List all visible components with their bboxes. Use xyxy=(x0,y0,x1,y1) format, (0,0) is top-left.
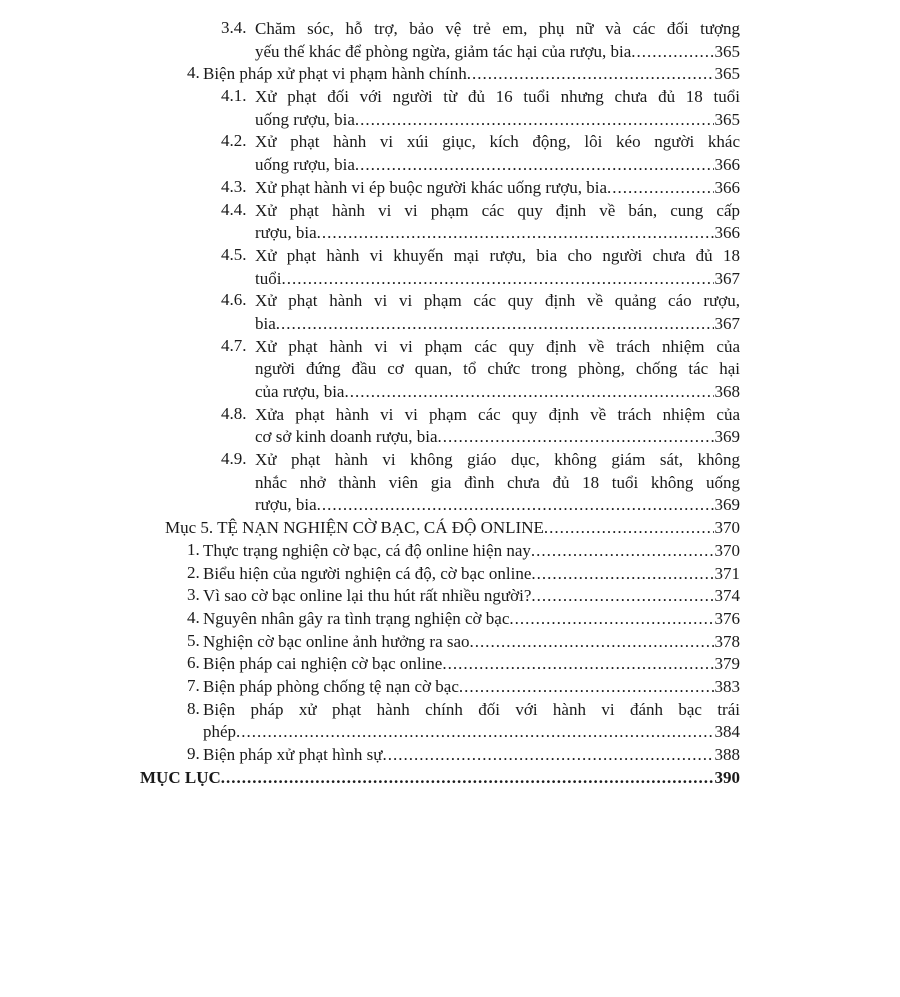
toc-entry xyxy=(221,403,740,449)
toc-page-number: 367 xyxy=(714,313,740,333)
toc-entry xyxy=(187,63,740,86)
toc-entry-text: Xửa phạt hành vi vi phạm các quy định về trách nhiệm của xyxy=(255,404,740,424)
toc-page-number: 367 xyxy=(714,268,740,288)
dot-leader xyxy=(221,767,714,790)
toc-page-number: 383 xyxy=(714,676,740,696)
dot-leader xyxy=(544,517,714,540)
dot-leader xyxy=(355,109,714,132)
toc-entry-text: uống rượu, bia xyxy=(255,155,355,175)
toc-page-number: 366 xyxy=(714,223,740,243)
toc-entry xyxy=(221,176,740,200)
toc-entry-line xyxy=(255,426,740,449)
toc-entry-text: Xử phạt hành vi khuyến mại rượu, bia cho người chưa đủ 18 xyxy=(255,245,740,265)
toc-entry-text: Xử phạt đối với người từ đủ 16 tuổi nhưng chưa đủ 18 tuổi xyxy=(255,87,740,107)
toc-page-number: 390 xyxy=(714,767,740,787)
toc-entry-text: Vì sao cờ bạc online lại thu hút rất nhiều người? xyxy=(203,586,532,606)
toc-entry-text: Biện pháp cai nghiện cờ bạc online xyxy=(203,654,443,674)
table-of-contents xyxy=(0,18,900,789)
toc-entry-text: Mục 5. TỆ NẠN NGHIỆN CỜ BẠC, CÁ ĐỘ ONLINE xyxy=(165,518,544,538)
toc-entry-number: 4. xyxy=(187,607,200,627)
toc-entry-text: Xử phạt hành vi vi phạm các quy định về quảng cáo rượu, xyxy=(255,291,740,311)
toc-entry xyxy=(187,562,740,586)
toc-entry xyxy=(221,18,740,63)
toc-entry xyxy=(187,607,740,631)
toc-entry-line xyxy=(255,154,740,177)
toc-entry-text: Biện pháp xử phạt vi phạm hành chính xyxy=(203,64,467,84)
toc-page-number: 365 xyxy=(714,64,740,84)
toc-entry-line xyxy=(203,585,740,608)
toc-entry-line xyxy=(255,313,740,336)
toc-page-number: 366 xyxy=(714,177,740,197)
toc-entry xyxy=(221,449,740,517)
toc-entry-text: bia xyxy=(255,313,276,333)
toc-entry xyxy=(140,767,740,790)
toc-entry-text: uống rượu, bia xyxy=(255,109,355,129)
toc-entry-number: 4.9. xyxy=(221,449,247,469)
toc-entry-line xyxy=(255,449,740,472)
toc-entry-number: 3. xyxy=(187,585,200,605)
dot-leader xyxy=(276,313,714,336)
toc-page-number: 374 xyxy=(714,586,740,606)
toc-entry-line xyxy=(255,290,740,313)
toc-entry-number: 9. xyxy=(187,744,200,763)
toc-entry xyxy=(221,131,740,176)
dot-leader xyxy=(607,177,713,200)
dot-leader xyxy=(470,631,714,654)
toc-entry-line xyxy=(255,109,740,132)
dot-leader xyxy=(442,653,713,676)
dot-leader xyxy=(236,721,713,744)
toc-entry-number: 5. xyxy=(187,630,200,650)
toc-page-number: 370 xyxy=(714,518,740,538)
toc-entry-line xyxy=(203,63,740,86)
dot-leader xyxy=(531,585,713,608)
dot-leader xyxy=(467,63,714,86)
toc-page-number: 376 xyxy=(714,608,740,628)
toc-entry-line xyxy=(203,631,740,654)
toc-entry xyxy=(187,675,740,699)
toc-entry-line xyxy=(203,540,740,563)
toc-entry-line xyxy=(203,563,740,586)
toc-entry xyxy=(221,244,740,290)
toc-entry-text: Biểu hiện của người nghiện cá độ, cờ bạc online xyxy=(203,563,532,583)
toc-page-number: 365 xyxy=(714,109,740,129)
toc-entry-text: Biện pháp xử phạt hình sự xyxy=(203,745,383,764)
toc-entry xyxy=(221,86,740,131)
toc-entry-line xyxy=(255,18,740,41)
toc-page-number: 368 xyxy=(714,382,740,401)
dot-leader xyxy=(344,381,713,404)
toc-entry-line xyxy=(255,336,740,359)
toc-entry-text: rượu, bia xyxy=(255,495,317,515)
toc-entry-line xyxy=(140,767,740,790)
toc-entry-line xyxy=(255,268,740,291)
toc-entry-number: 6. xyxy=(187,653,200,673)
toc-entry-number: 4. xyxy=(187,63,200,83)
dot-leader xyxy=(281,268,713,291)
dot-leader xyxy=(459,676,714,699)
toc-entry-text: yếu thế khác để phòng ngừa, giảm tác hại của rượu, bia xyxy=(255,41,632,61)
toc-entry xyxy=(187,539,740,563)
dot-leader xyxy=(317,494,714,517)
toc-entry-line xyxy=(165,517,740,540)
toc-entry-text: Nghiện cờ bạc online ảnh hưởng ra sao xyxy=(203,631,470,651)
dot-leader xyxy=(531,563,713,586)
toc-entry-line xyxy=(255,494,740,517)
toc-entry-number: 4.2. xyxy=(221,131,247,151)
toc-entry-number: 4.5. xyxy=(221,244,247,264)
toc-entry-text: Xử phạt hành vi ép buộc người khác uống rượu, bia xyxy=(255,177,608,197)
dot-leader xyxy=(531,540,714,563)
toc-entry-text: Biện pháp phòng chống tệ nạn cờ bạc xyxy=(203,676,459,696)
toc-page-number: 388 xyxy=(714,745,740,764)
dot-leader xyxy=(631,41,713,64)
toc-entry-text: Chăm sóc, hỗ trợ, bảo vệ trẻ em, phụ nữ và các đối tượng xyxy=(255,19,740,38)
toc-page-number: 369 xyxy=(714,427,740,447)
toc-entry-text: cơ sở kinh doanh rượu, bia xyxy=(255,427,438,447)
dot-leader xyxy=(317,222,714,245)
toc-entry-line xyxy=(203,721,740,744)
dot-leader xyxy=(509,608,713,631)
toc-entry-line xyxy=(203,676,740,699)
toc-entry xyxy=(187,585,740,608)
toc-entry xyxy=(221,199,740,245)
toc-entry xyxy=(221,290,740,335)
toc-entry xyxy=(221,335,740,404)
toc-entry-text: rượu, bia xyxy=(255,223,317,243)
toc-page-number: 370 xyxy=(714,540,740,560)
toc-entry xyxy=(187,698,740,744)
toc-entry-line xyxy=(203,653,740,676)
dot-leader xyxy=(355,154,714,177)
toc-entry xyxy=(187,744,740,767)
toc-entry-number: 4.7. xyxy=(221,335,247,355)
toc-entry-line xyxy=(255,222,740,245)
toc-entry-text: Xử phạt hành vi vi phạm các quy định về trách nhiệm của xyxy=(255,336,740,356)
toc-entry-line xyxy=(203,699,740,722)
toc-entry xyxy=(187,630,740,654)
toc-entry-text: phép xyxy=(203,722,237,742)
toc-entry-line xyxy=(255,358,740,381)
toc-entry-text: Thực trạng nghiện cờ bạc, cá độ online hiện nay xyxy=(203,540,531,560)
toc-entry-line xyxy=(255,472,740,495)
toc-page-number: 379 xyxy=(714,654,740,674)
toc-entry-number: 4.4. xyxy=(221,199,247,219)
toc-entry-text: Biện pháp xử phạt hành chính đối với hành vi đánh bạc trái xyxy=(203,699,740,719)
toc-entry-line xyxy=(255,41,740,64)
toc-entry-text: Xử phạt hành vi vi phạm các quy định về bán, cung cấp xyxy=(255,200,740,220)
toc-entry-line xyxy=(255,177,740,200)
toc-page-number: 365 xyxy=(714,41,740,61)
toc-entry-text: Nguyên nhân gây ra tình trạng nghiện cờ bạc xyxy=(203,608,510,628)
toc-entry-number: 7. xyxy=(187,675,200,695)
toc-entry-number: 8. xyxy=(187,698,200,718)
toc-entry xyxy=(165,517,740,540)
toc-entry-line xyxy=(255,245,740,268)
toc-entry-number: 3.4. xyxy=(221,18,247,37)
toc-entry xyxy=(187,653,740,676)
toc-page-number: 384 xyxy=(714,722,740,742)
toc-entry-text: người đứng đầu cơ quan, tổ chức trong phòng, chống tác hại xyxy=(255,359,740,379)
toc-entry-line xyxy=(255,404,740,427)
toc-entry-number: 4.6. xyxy=(221,290,247,310)
toc-entry-line xyxy=(255,86,740,109)
toc-entry-number: 4.1. xyxy=(221,86,247,106)
toc-entry-number: 4.8. xyxy=(221,403,247,423)
toc-entry-text: MỤC LỤC xyxy=(140,767,221,787)
toc-entry-text: của rượu, bia xyxy=(255,382,345,401)
toc-page-number: 378 xyxy=(714,631,740,651)
toc-entry-line xyxy=(203,608,740,631)
toc-entry-line xyxy=(255,200,740,223)
toc-entry-line xyxy=(255,131,740,154)
toc-page-number: 366 xyxy=(714,155,740,175)
toc-entry-line xyxy=(203,744,740,767)
toc-entry-text: Xử phạt hành vi không giáo dục, không giám sát, không xyxy=(255,450,740,470)
toc-entry-number: 4.3. xyxy=(221,176,247,196)
toc-page-number: 369 xyxy=(714,495,740,515)
toc-page-number: 371 xyxy=(714,563,740,583)
toc-entry-text: tuổi xyxy=(255,268,282,288)
toc-entry-number: 2. xyxy=(187,562,200,582)
toc-entry-text: nhắc nhở thành viên gia đình chưa đủ 18 tuổi không uống xyxy=(255,472,740,492)
toc-entry-number: 1. xyxy=(187,539,200,559)
toc-entry-line xyxy=(255,381,740,404)
toc-entry-text: Xử phạt hành vi xúi giục, kích động, lôi kéo người khác xyxy=(255,132,740,152)
dot-leader xyxy=(382,744,713,767)
dot-leader xyxy=(438,426,714,449)
